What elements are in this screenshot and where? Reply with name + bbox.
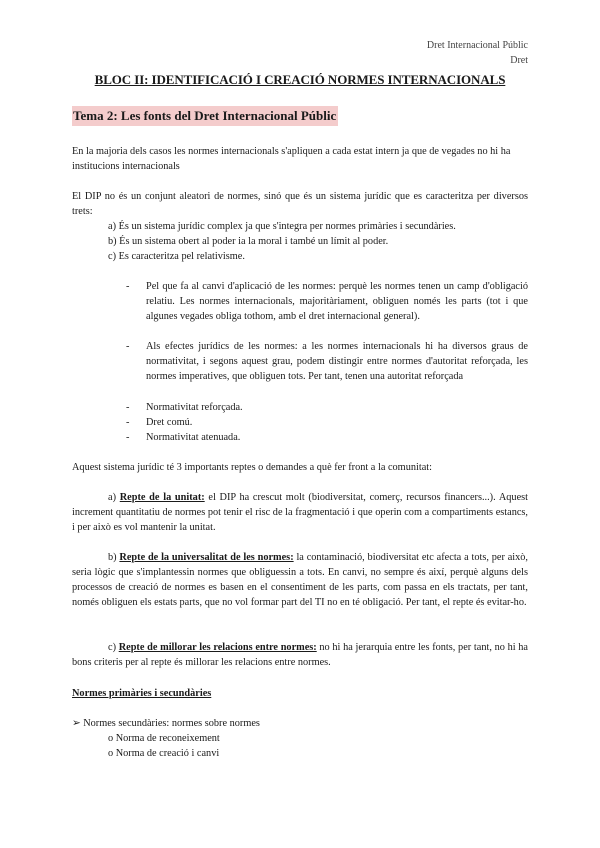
page-header [427, 38, 528, 68]
secondary-item-1: o Norma de reconeixement [108, 733, 220, 744]
secondary-item-2: o Norma de creació i canvi [108, 748, 220, 759]
challenge-b-prefix: b) [108, 552, 120, 563]
challenge-b-text: la contaminació, biodiversitat etc afecta a tots, per això, seria lògic que s'implantessin normes que obliguessin a tots. En canvi, no sempre és així, perquè alguns dels processos de creació de normes es basen en el consentiment de les parts, com passa en els tractats, per tant, només obliguen els estats parts, que no vol formar part del TI no en té obligació. Per tant, el repte és evitar-ho. [72, 552, 528, 608]
relativism-text-2: Als efectes jurídics de les normes: a les normes internacionals hi ha diversos graus de normativitat, i segons aquest grau, podem distingir entre normes d'autoritat reforçada, les normes imperatives, que obliguen tots. Per tant, tenen una autoritat reforçada [146, 341, 528, 382]
normativity-text-3: Normativitat atenuada. [146, 432, 241, 443]
challenge-a-title: Repte de la unitat: [119, 492, 205, 503]
section-heading-normes: Normes primàries i secundàries [72, 688, 212, 699]
dash-bullet: - [126, 341, 130, 352]
challenge-c-title: Repte de millorar les relacions entre normes: [118, 642, 317, 653]
arrow-bullet-icon: ➢ [72, 718, 81, 729]
dip-intro-paragraph: El DIP no és un conjunt aleatori de normes, sinó que és un sistema jurídic que es caracteritza per diversos trets: [72, 191, 528, 217]
normativity-text-1: Normativitat reforçada. [146, 402, 243, 413]
challenge-c-text: no hi ha jerarquia entre les fonts, per tant, no hi ha bons criteris per al repte és millorar les relacions entre normes. [72, 642, 529, 668]
challenge-c-prefix: c) [108, 642, 119, 653]
dash-bullet: - [126, 402, 130, 413]
dash-bullet: - [126, 432, 130, 443]
trait-c: c) Es caracteritza pel relativisme. [108, 251, 245, 262]
secondary-norms-line [72, 716, 260, 731]
secondary-norms-label: Normes secundàries: normes sobre normes [83, 718, 260, 729]
challenge-a-text: el DIP ha crescut molt (biodiversitat, comerç, recursos financers...). Aquest increment quantitatiu de normes pot tenir el risc de la fragmentació i que operin com a compartiments estancs, i per això es vol mantenir la unitat. [72, 492, 529, 533]
bloc-title: BLOC II: IDENTIFICACIÓ I CREACIÓ NORMES INTERNACIONALS [94, 72, 506, 87]
relativism-text-1: Pel que fa al canvi d'aplicació de les normes: perquè les normes tenen un camp d'obligació relatiu. Les normes internacionals, majoritàriament, obliguen només les parts (tot i que algunes vegades obliga tothom, amb el dret internacional general). [146, 281, 528, 322]
header-course: Dret Internacional Públic [426, 40, 528, 51]
header-subject: Dret [510, 55, 528, 66]
challenges-intro: Aquest sistema jurídic té 3 importants reptes o demandes a què fer front a la comunitat: [72, 462, 432, 473]
tema-title: Tema 2: Les fonts del Dret Internacional Públic [72, 106, 338, 126]
challenge-a-paragraph [72, 490, 528, 535]
trait-a: a) És un sistema jurídic complex ja que s'integra per normes primàries i secundàries. [108, 221, 456, 232]
challenge-b-paragraph [72, 550, 528, 610]
dash-bullet: - [126, 417, 130, 428]
challenge-a-prefix: a) [108, 492, 120, 503]
trait-b: b) És un sistema obert al poder ia la moral i també un límit al poder. [108, 236, 389, 247]
challenge-c-paragraph [72, 640, 528, 670]
challenge-b-title: Repte de la universalitat de les normes: [119, 552, 294, 563]
dash-bullet: - [126, 281, 130, 292]
normativity-text-2: Dret comú. [146, 417, 193, 428]
intro-paragraph: En la majoria dels casos les normes internacionals s'apliquen a cada estat intern ja que de vegades no hi ha institucions internacionals [72, 146, 511, 172]
